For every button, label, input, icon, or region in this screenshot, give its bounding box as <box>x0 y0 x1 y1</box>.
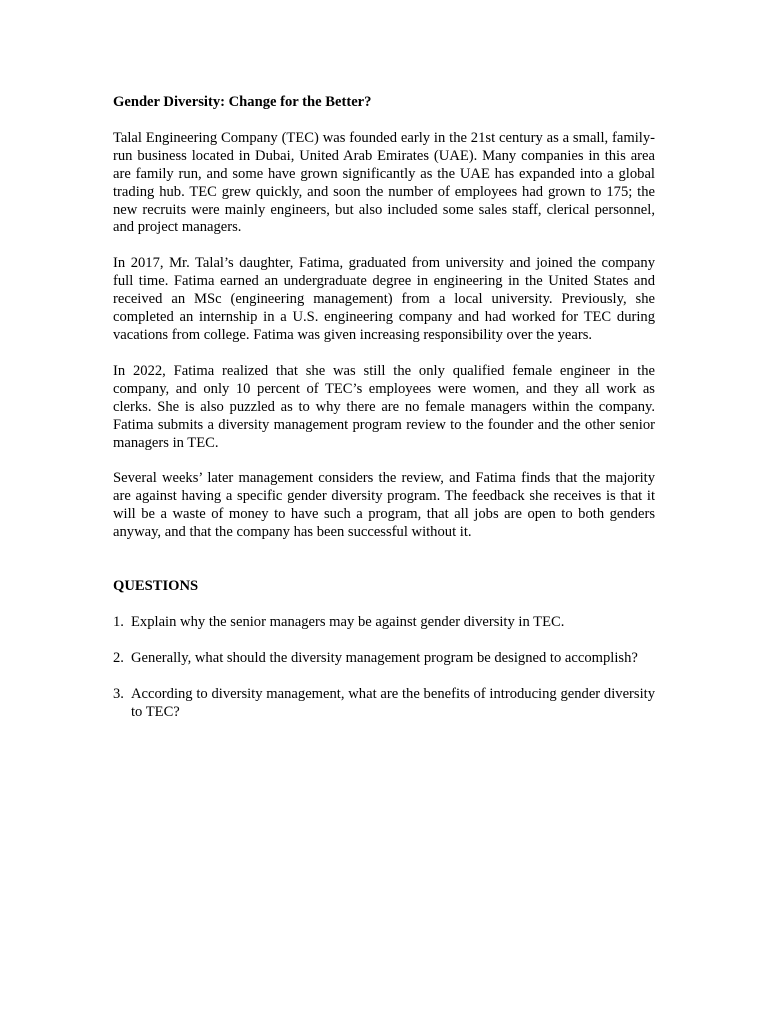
paragraph-company-background: Talal Engineering Company (TEC) was founded early in the 21st century as a small, family-run business located in Dubai, United Arab Emirates (UAE). Many companies in this area are family run, and some have grown significantly as the UAE has expanded into a global trading hub. TEC grew quickly, and soon the number of employees had grown to 175; the new recruits were mainly engineers, but also included some sales staff, clerical personnel, and project managers. <box>113 129 655 236</box>
question-text: According to diversity management, what are the benefits of introducing gender diversity to TEC? <box>131 685 655 720</box>
document-page <box>113 94 655 740</box>
document-title: Gender Diversity: Change for the Better? <box>113 94 372 110</box>
question-number: 2. <box>113 649 124 666</box>
paragraph-diversity-review: In 2022, Fatima realized that she was still the only qualified female engineer in the company, and only 10 percent of TEC’s employees were women, and they all work as clerks. She is also puzzled as to why there are no female managers within the company. Fatima submits a diversity management program review to the founder and the other senior managers in TEC. <box>113 362 655 451</box>
question-number: 1. <box>113 613 124 630</box>
questions-list <box>113 614 655 722</box>
paragraph-management-feedback: Several weeks’ later management considers the review, and Fatima finds that the majority are against having a specific gender diversity program. The feedback she receives is that it will be a waste of money to have such a program, that all jobs are open to both genders anyway, and that the company has been successful without it. <box>113 470 655 541</box>
question-item <box>113 650 655 668</box>
questions-heading: QUESTIONS <box>113 578 199 595</box>
question-item <box>113 686 655 722</box>
question-item <box>113 614 655 632</box>
question-number: 3. <box>113 685 124 702</box>
question-text: Generally, what should the diversity management program be designed to accomplish? <box>131 649 638 666</box>
paragraph-fatima-joins: In 2017, Mr. Talal’s daughter, Fatima, graduated from university and joined the company full time. Fatima earned an undergraduate degree in engineering in the United States and received an MSc (engineering management) from a local university. Previously, she completed an internship in a U.S. engineering company and had worked for TEC during vacations from college. Fatima was given increasing responsibility over the years. <box>113 255 655 343</box>
question-text: Explain why the senior managers may be against gender diversity in TEC. <box>131 613 565 630</box>
